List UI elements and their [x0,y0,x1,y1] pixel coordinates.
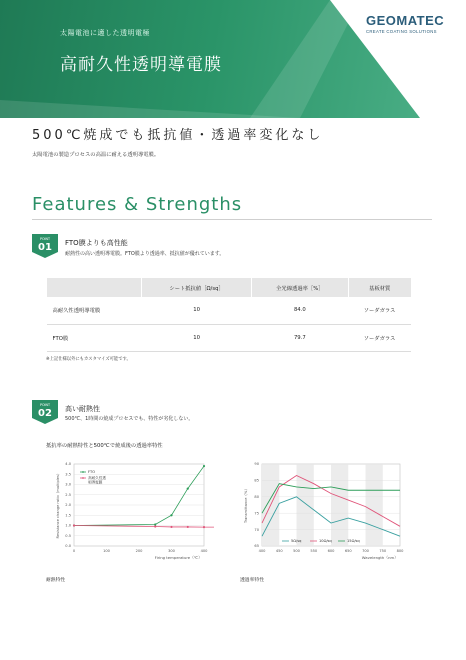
y-tick-label: 3.5 [65,472,71,477]
charts-title: 抵抗率の耐熱特性と500℃で焼成後の透過率特性 [46,443,163,449]
legend-label: 高耐久性透 [88,476,106,481]
header-banner [0,0,466,118]
chart-caption-left: 耐熱特性 [46,578,66,583]
y-tick-label: 85 [254,478,259,483]
x-tick-label: 100 [103,549,110,553]
x-tick-label: 400 [258,549,266,553]
x-tick-label: 200 [135,549,143,553]
legend-label: 10Ω/sq [319,539,332,544]
y-tick-label: 3.0 [65,482,71,487]
data-point [203,465,205,467]
y-axis-label: Transmittance（%） [244,486,248,524]
x-axis-label: Firing temperature（℃） [154,555,202,560]
table-header [47,278,142,297]
y-tick-label: 70 [254,527,259,532]
point-description: 500℃、1時間の焼成プロセスでも、特性が劣化しない。 [65,416,194,422]
y-tick-label: 65 [254,544,259,549]
company-logo [366,13,456,34]
x-tick-label: 0 [72,549,76,553]
x-axis-label: Wavelength（nm） [361,555,398,560]
x-tick-label: 600 [327,549,335,553]
x-tick-label: 550 [310,549,318,553]
point-description: 耐熱性の高い透明導電膜。FTO膜より透過率、抵抗値が優れています。 [65,251,225,257]
logo-text: GEOMATEC [366,13,445,28]
section-divider [32,219,432,220]
data-point [187,488,189,490]
y-tick-label: 2.5 [65,492,71,497]
chart-caption-right: 透過率特性 [240,578,264,583]
table-cell: 10 [142,324,252,351]
table-header: 全光線透過率［%］ [252,278,348,297]
table-row [47,297,412,324]
point-title: 高い耐熱性 [65,405,100,413]
legend-marker [82,477,84,479]
resistance-chart [44,454,214,572]
table-cell: 84.0 [252,297,348,324]
x-tick-label: 800 [396,549,404,553]
x-tick-label: 450 [275,549,283,553]
data-point [203,526,205,528]
y-tick-label: 90 [254,462,259,467]
point-badge-02 [32,400,58,424]
data-point [73,524,75,526]
x-tick-label: 500 [293,549,300,553]
y-tick-label: 1.0 [65,523,71,528]
table-header-row [47,278,412,297]
table-row [47,324,412,351]
legend-label: 15Ω/sq [347,539,360,544]
point-number: 02 [38,408,52,419]
point-badge-01 [32,234,58,258]
point-label: POINT [39,237,51,241]
data-point [187,526,189,528]
section-title: Features & Strengths [32,194,243,215]
table-header: シート抵抗値［Ω/sq］ [142,278,252,297]
x-tick-label: 700 [362,549,369,553]
y-tick-label: 80 [254,495,259,499]
grid-band [366,464,383,546]
transmittance-chart-svg [236,454,408,572]
legend-marker [82,471,84,473]
legend-label: 明導電膜 [88,480,103,485]
table-header: 基板材質 [348,278,411,297]
y-tick-label: 2.0 [65,503,71,508]
legend-label: FTO [88,470,96,475]
resistance-chart-svg [44,454,214,572]
table-cell: ソーダガラス [348,297,411,324]
table-cell: ソーダガラス [348,324,411,351]
table-note: ※上記仕様以外にもカスタマイズ可能です。 [46,357,131,362]
transmittance-chart [236,454,408,572]
point-number: 01 [38,242,52,253]
table-cell: 高耐久性透明導電膜 [47,297,142,324]
y-tick-label: 1.5 [65,513,71,518]
spec-table [46,278,411,352]
headline: 500℃焼成でも抵抗値・透過率変化なし [32,128,324,143]
point-label: POINT [39,403,51,407]
x-tick-label: 650 [344,549,352,553]
y-tick-label: 0.0 [65,544,71,549]
x-tick-label: 400 [200,549,208,553]
lead-text: 太陽電池の製造プロセスの高温に耐える透明導電膜。 [32,152,160,158]
y-axis-label: Resistance change ratio（multiples） [56,471,60,539]
table-cell: FTO膜 [47,324,142,351]
data-point [170,526,172,528]
page-title: 高耐久性透明導電膜 [60,55,222,75]
logo-tagline: CREATE COATING SOLUTIONS [366,29,437,34]
table-cell: 10 [142,297,252,324]
header-subtitle: 太陽電池に適した透明電極 [60,29,150,37]
x-tick-label: 750 [379,549,387,553]
data-point [170,514,172,516]
y-tick-label: 75 [254,511,259,516]
data-point [154,525,156,527]
point-title: FTO膜よりも高性能 [65,239,128,247]
data-point [154,523,156,525]
x-tick-label: 300 [168,549,175,553]
y-tick-label: 0.5 [65,533,71,538]
y-tick-label: 4.0 [65,462,71,467]
legend-label: 5Ω/sq [291,539,302,544]
grid-band [331,464,348,546]
table-cell: 79.7 [252,324,348,351]
